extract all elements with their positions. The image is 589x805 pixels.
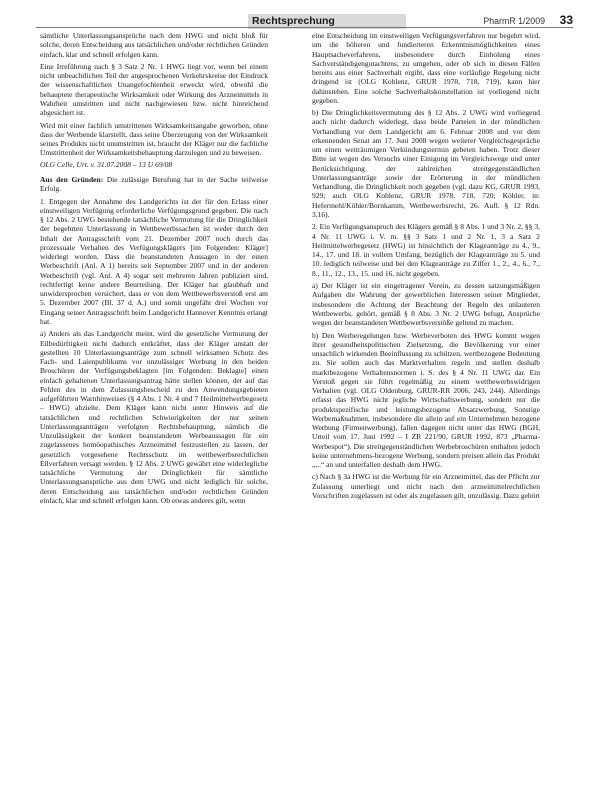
body-paragraph: a) Der Kläger ist ein eingetragener Verein, zu dessen satzungsmäßigen Aufgaben die Wahrung der gewerblichen Interessen seiner Mitglieder, insbesondere die Achtung der Beachtung der Regeln des unlauteren Wettbewerbs, gehört, gemäß § 8 Abs. 3 Nr. 2 UWG befugt, Ansprüche wegen der beanstandeten Wettbewerbsverstöße geltend zu machen. (312, 281, 540, 328)
reasons-intro (40, 175, 268, 194)
header-rule (36, 27, 573, 28)
body-paragraph: a) Anders als das Landgericht meint, wird die gesetzliche Vermutung der Eilbedürftigkeit nicht dadurch entkräftet, dass der Kläger anstatt der gestellten 10 Unterlassungsanträge zum schnell wirksamen Schutz des Fach- und Laienpublikums vor unzulässiger Werbung in den beiden Broschüren der Verfügungsbeklagten [im Folgenden: Beklagte] einen einfach gehaltenen Unterlassungsantrag hätte stellen können, der auf das Fehlen des in dem Zulassungsbescheid zu den Anwendungsgebieten aufgeführten Warnhinweises (§ 4 Abs. 1 Nr. 4 und 7 Heilmittelwerbegesetz – HWG) abzielte. Dem Kläger kann nicht unter Hinweis auf die tatsächlichen und rechtlichen Schwierigkeiten der nur seinen Unterlassungsanträgen verfolgten Rechtsbehauptung, nämlich die Unzulässigkeit der konkret beanstandeten Werbeaussagen für ein zugelassenes homöopathisches Arzneimittel festzustellen zu lassen, der gesetzlich vorgesehene Rechtsschutz im wettbewerbsrechtlichen Eilverfahren versagt werden. § 12 Abs. 2 UWG gewährt eine widerlegliche tatsächliche Vermutung der Dringlichkeit für sämtliche Unterlassungsansprüche aus dem UWG und nicht lediglich für solche, deren Entscheidung aus tatsächlichen und/oder rechtlichen Gründen einfach, klar und schnell erfolgen kann. Ob etwas anderes gilt, wenn (40, 329, 268, 505)
body-paragraph: c) Nach § 3a HWG ist die Werbung für ein Arzneimittel, das der Pflicht zur Zulassung unterliegt und nicht nach den arzneimittelrechtlichen Vorschriften zugelassen ist oder als zugelassen gilt, unzulässig. Dazu gehört (312, 472, 540, 500)
left-column (40, 31, 268, 799)
body-paragraph: 1. Entgegen der Annahme des Landgerichts ist der für den Erlass einer einstweiligen Verfügung erforderliche Verfügungsgrund gegeben. Die nach § 12 Abs. 2 UWG bestehende tatsächliche Vermutung für die Dringlichkeit der begehrten Unterlassung in Wettbewerbssachen ist weder durch den Inhalt der Antragsschrift vom 21. Dezember 2007 noch durch das prozessuale Verhalten des Verfügungsklägers [im Folgenden: Kläger] widerlegt worden. Dass die beanstandeten Aussagen in der einen Werbeschrift (Anl. A 1) bereits seit September 2007 und in der anderen Werbeschrift (vgl. Anl. A 4) sogar seit mehreren Jahren publiziert sind, rechtfertigt keine andere Beurteilung. Der Kläger hat glaubhaft und unwidersprochen versichert, dass er von dem Wettbewerbsverstoß erst am 5. Dezember 2007 (Bl. 37 d. A.) und somit ungefähr drei Wochen vor Eingang seiner Antragsschrift beim Landgericht Hannover Kenntnis erlangt hat. (40, 196, 268, 326)
journal-reference: PharmR 1/2009 (483, 16, 545, 26)
body-paragraph: 2. Ein Verfügungsanspruch des Klägers gemäß § 8 Abs. 1 und 3 Nr. 2, §§ 3, 4 Nr. 11 UWG i. V. m. §§ 3 Satz 1 und 2 Nr. 1, 3 a Satz 2 Heilmittelwerbegesetz (HWG) ist hinsichtlich der Klageanträge zu 4., 9., 14., 17. und 18. in vollem Umfang, bezüglich der Klageanträge zu 5. und 10. lediglich teilweise und bei den Klageanträge zu Ziffer 1., 2., 4., 6., 7., 8., 11., 12., 13., 15. und 16. nicht gegeben. (312, 222, 540, 278)
right-column (312, 31, 540, 799)
reasons-label: Aus den Gründen: (40, 174, 104, 184)
reasons-text: Die zulässige Berufung hat in der Sache teilweise Erfolg. (40, 174, 268, 194)
headnote-continuation: sämtliche Unterlassungsansprüche nach dem HWG und nicht bloß für solche, deren Entscheidung aus tatsächlichen und/oder rechtlichen Gründen einfach, klar und schnell erfolgen kann. (40, 31, 268, 59)
section-tab: Rechtsprechung (248, 14, 406, 29)
body-paragraph: b) Den Werberegelungen bzw. Werbeverboten des HWG kommt wegen ihrer gesundheitspolitischen Zielsetzung, die Bevölkerung vor einer unsachlich wirkenden Beeinflussung zu schützen, wertbezogene Bedeutung zu. Sie sollen auch das Marktverhalten regeln und stellen deshalb marktbezogene Verhaltensnormen i. S. des § 4 Nr. 11 UWG dar. Ein Verstoß gegen sie führt regelmäßig zu einem wettbewerbswidrigen Verhalten (vgl. OLG Oldenburg, GRUR-RR 2006, 243, 244). Allerdings erfasst das HWG nicht jegliche Wirtschaftswerbung, sondern nur die produktspezifische und leistungsbezogene Absatzwerbung. Sonstige Werbemaßnahmen, insbesondere die allein auf ein Unternehmen bezogene Werbung (Firmenwerbung), fallen dagegen nicht unter das HWG (BGH, Urteil vom 17. Juni 1992 – I ZR 221/90, GRUR 1992, 873 „Pharma-Werbespot“). Die streitgegenständlichen Werbebroschüren enthalten jedoch keine unternehmens-bezogene Werbung, sondern preisen allein das Produkt „...“ an und unterfallen deshalb dem HWG. (312, 330, 540, 469)
headnote-paragraph: Eine Irreführung nach § 3 Satz 2 Nr. 1 HWG liegt vor, wenn bei einem nicht unbeachtlichen Teil der angesprochenen Verkehrskreise der Eindruck der wissenschaftlichen Unangefochtenheit erweckt wird, obwohl die behauptete therapeutische Wirksamkeit oder Wirkung des Arzneimittels in Wahrheit umstritten und nicht nachgewiesen bzw. nicht hinreichend abgesichert ist. (40, 61, 268, 118)
page-number: 33 (559, 13, 573, 27)
headnote-paragraph: Wird mit einer fachlich umstrittenen Wirksamkeitsangabe geworben, ohne dass der Werbende klarstellt, dass seine Überzeugung von der Wirksamkeit seines Produkts nicht unumstritten ist, braucht der Kläger nur die fachliche Umstrittenheit der Wirksamkeitsbehauptung darzulegen und zu beweisen. (40, 120, 268, 158)
body-paragraph: eine Entscheidung im einstweiligen Verfügungsverfahren nur begehrt wird, um die höheren und fundierteren Erkenntnismöglichkeiten eines Hauptsacheverfahrens, insbesondere durch Einholung eines Sachverständigengutachtens, zu umgehen, oder ob sich in diesen Fällen bereits aus einer Sachverhalt ergibt, dass eine vorläufige Regelung nicht dringend ist (OLG Koblenz, GRUR 1978, 718, 719), kann hier dahinstehen. Eine solche Sachverhaltskonstellation ist vorliegend nicht gegeben. (312, 31, 540, 105)
case-citation: OLG Celle, Urt. v. 31.07.2008 – 13 U 69/08 (40, 159, 173, 169)
body-paragraph: b) Die Dringlichkeitsvermutung des § 12 Abs. 2 UWG wird vorliegend auch nicht dadurch widerlegt, dass beide Parteien in der mündlichen Verhandlung vor dem Landgericht am 6. Februar 2008 und vor dem erkennenden Senat am 17. Juni 2008 wegen weiterer Vergleichsgespräche um einen weiträumigen Verkündungstermin gebeten haben. Trotz dieser Bitte ist wegen des Versuchs einer Einigung im Vergleichswege und unter Berücksichtigung der zahlreichen streitgegenständlichen Unterlassungsanträge sowie der Erörterung in der mündlichen Verhandlung, die Dringlichkeit noch gegeben (vgl. dazu KG, GRUR 1993, 929; auch OLG Koblenz, GRUR 1978, 718, 720; Köhler, in: Hefermehl/Köhler/Bornkamm, Wettbewerbsrecht, 26. Aufl. § 12 Rdn. 3.16). (312, 108, 540, 219)
